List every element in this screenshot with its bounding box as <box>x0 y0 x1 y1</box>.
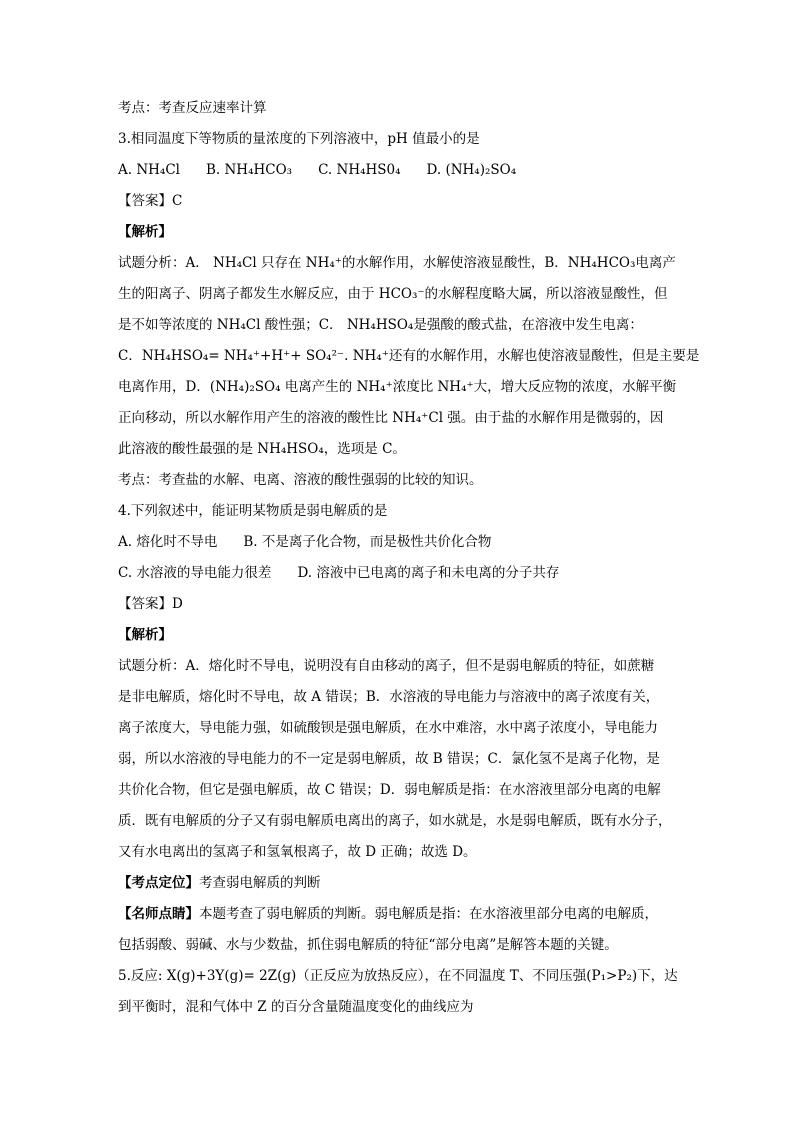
question-3-options <box>118 162 678 178</box>
analysis-heading-3 <box>118 224 678 240</box>
analysis-heading-4 <box>118 627 678 643</box>
text-line: 共价化合物，但它是强电解质，故 C 错误；D．弱电解质是指：在水溶液里部分电离的电解 <box>118 782 661 798</box>
option-b: B. NH₄HCO₃ <box>205 162 293 178</box>
option-b: B. 不是离子化合物，而是极性共价化合物 <box>243 534 492 550</box>
text-line: 试题分析：A．熔化时不导电，说明没有自由移动的离子，但不是弱电解质的特征，如蔗糖 <box>118 658 655 674</box>
option-c: C. 水溶液的导电能力很差 <box>118 565 272 581</box>
answer-4 <box>118 596 678 612</box>
section-label: 【考点定位】 <box>118 875 199 891</box>
option-d: D. 溶液中已电离的离子和未电离的分子共存 <box>297 565 560 581</box>
analysis-label: 【解析】 <box>118 627 172 643</box>
answer-label: 【答案】D <box>118 596 183 612</box>
section-text: 考查弱电解质的判断 <box>199 875 321 891</box>
question-5 <box>118 968 678 1015</box>
text-line: 质．既有电解质的分子又有弱电解质电离出的离子，如水就是，水是弱电解质，既有水分子， <box>118 813 672 829</box>
text-line: 又有水电离出的氢离子和氢氧根离子，故 D 正确；故选 D。 <box>118 844 477 860</box>
text-line: 电离作用，D．(NH₄)₂SO₄ 电离产生的 NH₄⁺浓度比 NH₄⁺大，增大反应物的浓度，水解平衡 <box>118 379 677 395</box>
text-line: 生的阳离子、阴离子都发生水解反应，由于 HCO₃⁻的水解程度略大属，所以溶液显酸性，但 <box>118 286 668 302</box>
text-line: 离子浓度大，导电能力强，如硫酸钡是强电解质，在水中难溶，水中离子浓度小，导电能力 <box>118 720 658 736</box>
question-stem: 3.相同温度下等物质的量浓度的下列溶液中，pH 值最小的是 <box>118 131 480 147</box>
text-line: 是不如等浓度的 NH₄Cl 酸性强；C． NH₄HSO₄是强酸的酸式盐，在溶液中发生电离： <box>118 317 643 333</box>
q2-analysis-point <box>118 100 678 116</box>
text-line: 包括弱酸、弱碱、水与少数盐，抓住弱电解质的特征“部分电离”是解答本题的关键。 <box>118 937 618 953</box>
option-c: C. NH₄HS0₄ <box>318 162 401 178</box>
teacher-note-4 <box>118 906 678 953</box>
section-label: 【名师点睛】 <box>118 906 199 922</box>
question-4-options-row-1 <box>118 534 678 550</box>
analysis-label: 【解析】 <box>118 224 172 240</box>
answer-label: 【答案】C <box>118 193 183 209</box>
text-line: 考点：考查反应速率计算 <box>118 100 267 116</box>
text-line: 是非电解质，熔化时不导电，故 A 错误；B．水溶液的导电能力与溶液中的离子浓度有关， <box>118 689 660 705</box>
document-page <box>118 100 700 1015</box>
text-line: 此溶液的酸性最强的是 NH₄HSO₄，选项是 C。 <box>118 441 406 457</box>
question-4 <box>118 503 678 519</box>
option-d: D. (NH₄)₂SO₄ <box>426 162 517 178</box>
question-3 <box>118 131 678 147</box>
question-4-options-row-2 <box>118 565 678 581</box>
text-line: 试题分析：A． NH₄Cl 只存在 NH₄⁺的水解作用，水解使溶液显酸性，B．NH₄HCO₃电离产 <box>118 255 676 271</box>
text-line: 弱，所以水溶液的导电能力的不一定是弱电解质，故 B 错误；C．氯化氢不是离子化物，是 <box>118 751 660 767</box>
text-line: 到平衡时，混和气体中 Z 的百分含量随温度变化的曲线应为 <box>118 999 474 1015</box>
question-stem: 5.反应: X(g)+3Y(g)= 2Z(g)（正反应为放热反应），在不同温度 T、不同压强(P₁>P₂)下，达 <box>118 968 678 984</box>
analysis-3 <box>118 255 700 488</box>
analysis-4 <box>118 658 678 860</box>
text-line: 考点：考查盐的水解、电离、溶液的酸性强弱的比较的知识。 <box>118 472 483 488</box>
question-stem: 4.下列叙述中，能证明某物质是弱电解质的是 <box>118 503 388 519</box>
text-line: 正向移动，所以水解作用产生的溶液的酸性比 NH₄⁺Cl 强。由于盐的水解作用是微弱的，因 <box>118 410 664 426</box>
section-text: 本题考查了弱电解质的判断。弱电解质是指：在水溶液里部分电离的电解质， <box>199 906 658 922</box>
option-a: A. 熔化时不导电 <box>118 534 218 550</box>
option-a: A. NH₄Cl <box>118 162 180 178</box>
knowledge-point-4 <box>118 875 678 891</box>
text-line: C．NH₄HSO₄= NH₄⁺+H⁺+ SO₄²⁻. NH₄⁺还有的水解作用，水解也使溶液显酸性，但是主要是 <box>118 348 700 364</box>
answer-3 <box>118 193 678 209</box>
